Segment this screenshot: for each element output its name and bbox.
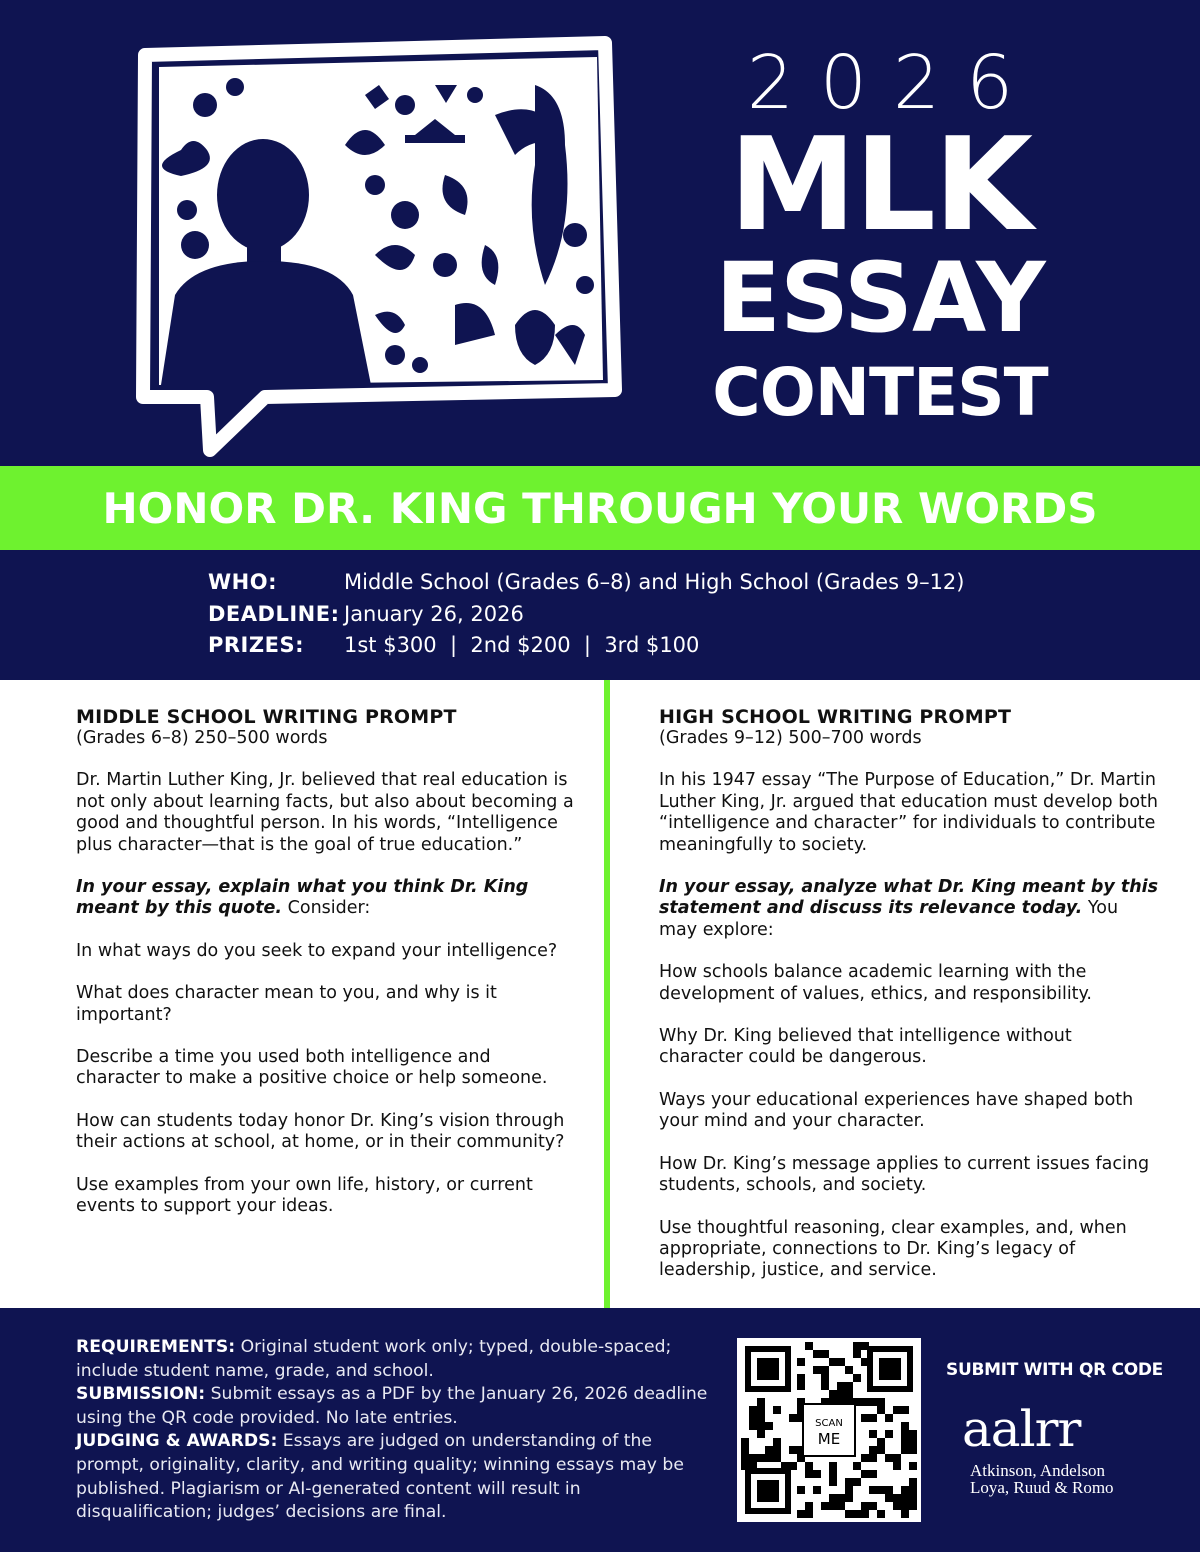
info-bar xyxy=(0,550,1200,680)
middle-lead-bold: In your essay, explain what you think Dr. King meant by this quote. xyxy=(76,877,529,919)
who-value: Middle School (Grades 6–8) and High School (Grades 9–12) xyxy=(344,570,965,594)
high-question-3: Ways your educational experiences have shaped both your mind and your character. xyxy=(659,1089,1134,1132)
column-divider xyxy=(604,680,610,1308)
middle-intro: Dr. Martin Luther King, Jr. believed that real education is not only about learning facts, but also about becoming a good and thoughtful person. In his words, “Intelligence plus character—that is the goal of true education.” xyxy=(76,770,574,855)
info-deadline xyxy=(208,602,524,626)
title-contest: CONTEST xyxy=(712,354,1048,431)
qr-me-text: ME xyxy=(817,1430,841,1448)
high-lead xyxy=(659,877,1159,941)
info-who xyxy=(208,570,964,594)
firm-name xyxy=(970,1462,1114,1496)
high-lead-rest: You may explore: xyxy=(659,898,1119,940)
deadline-label: DEADLINE: xyxy=(208,602,340,626)
high-question-1: How schools balance academic learning with the development of values, ethics, and responsibility. xyxy=(659,962,1092,1004)
footer xyxy=(0,1308,1200,1552)
middle-question-4: How can students today honor Dr. King’s vision through their actions at school, at home, or in their community? xyxy=(76,1110,565,1153)
middle-subheading: (Grades 6–8) 250–500 words xyxy=(76,728,328,748)
middle-school-prompt xyxy=(76,706,576,1239)
judging-label: JUDGING & AWARDS: xyxy=(76,1431,278,1452)
high-heading: HIGH SCHOOL WRITING PROMPT xyxy=(659,706,1012,728)
speech-bubble-illustration xyxy=(115,25,635,465)
title-block xyxy=(700,40,1060,436)
middle-question-3: Describe a time you used both intelligence and character to make a positive choice or help someone. xyxy=(76,1047,548,1089)
prizes-value: 1st $300 | 2nd $200 | 3rd $100 xyxy=(344,633,700,657)
requirements-text xyxy=(76,1336,716,1525)
middle-question-1: In what ways do you seek to expand your intelligence? xyxy=(76,940,558,961)
firm-name-line-2: Loya, Ruud & Romo xyxy=(970,1478,1114,1497)
title-essay: ESSAY xyxy=(715,242,1045,354)
deadline-value: January 26, 2026 xyxy=(344,602,524,626)
high-school-prompt xyxy=(659,706,1159,1303)
tagline-banner xyxy=(0,466,1200,550)
middle-question-2: What does character mean to you, and why is it important? xyxy=(76,983,497,1025)
qr-scan-text: SCAN xyxy=(815,1418,843,1429)
tagline-text: HONOR DR. KING THROUGH YOUR WORDS xyxy=(102,483,1098,533)
contest-year: 2026 xyxy=(746,40,1040,126)
firm-logo: aalrr xyxy=(962,1400,1081,1458)
submission-label: SUBMISSION: xyxy=(76,1384,206,1405)
judging-body: Essays are judged on understanding of the prompt, originality, clarity, and writing quality; winning essays may be published. Plagiarism or AI-generated content will result in disqualification; judges’ decisions are final. xyxy=(76,1431,684,1523)
high-question-2: Why Dr. King believed that intelligence without character could be dangerous. xyxy=(659,1026,1072,1068)
qr-code-icon xyxy=(737,1338,921,1522)
high-intro: In his 1947 essay “The Purpose of Education,” Dr. Martin Luther King, Jr. argued that education must develop both “intelligence and character” for individuals to contribute meaningfully to society. xyxy=(659,770,1158,855)
who-label: WHO: xyxy=(208,570,277,594)
prompt-columns xyxy=(0,680,1200,1308)
middle-heading: MIDDLE SCHOOL WRITING PROMPT xyxy=(76,706,457,728)
header xyxy=(0,0,1200,466)
firm-name-line-1: Atkinson, Andelson xyxy=(970,1461,1106,1480)
middle-lead xyxy=(76,877,576,920)
high-question-5: Use thoughtful reasoning, clear examples, and, when appropriate, connections to Dr. King’s legacy of leadership, justice, and service. xyxy=(659,1217,1127,1281)
title-mlk: MLK xyxy=(728,111,1032,260)
qr-code[interactable] xyxy=(737,1338,921,1522)
high-subheading: (Grades 9–12) 500–700 words xyxy=(659,728,922,748)
prizes-label: PRIZES: xyxy=(208,633,304,657)
requirements-body: Original student work only; typed, double-spaced; include student name, grade, and school. xyxy=(76,1337,672,1381)
high-lead-bold: In your essay, analyze what Dr. King meant by this statement and discuss its relevance today. xyxy=(659,877,1159,919)
middle-lead-rest: Consider: xyxy=(282,898,371,919)
high-question-4: How Dr. King’s message applies to current issues facing students, schools, and society. xyxy=(659,1153,1150,1196)
middle-question-5: Use examples from your own life, history, or current events to support your ideas. xyxy=(76,1174,533,1217)
submit-label: SUBMIT WITH QR CODE xyxy=(946,1360,1163,1380)
requirements-label: REQUIREMENTS: xyxy=(76,1337,236,1357)
submission-body: Submit essays as a PDF by the January 26, 2026 deadline using the QR code provided. No late entries. xyxy=(76,1384,708,1428)
info-prizes xyxy=(208,633,699,657)
